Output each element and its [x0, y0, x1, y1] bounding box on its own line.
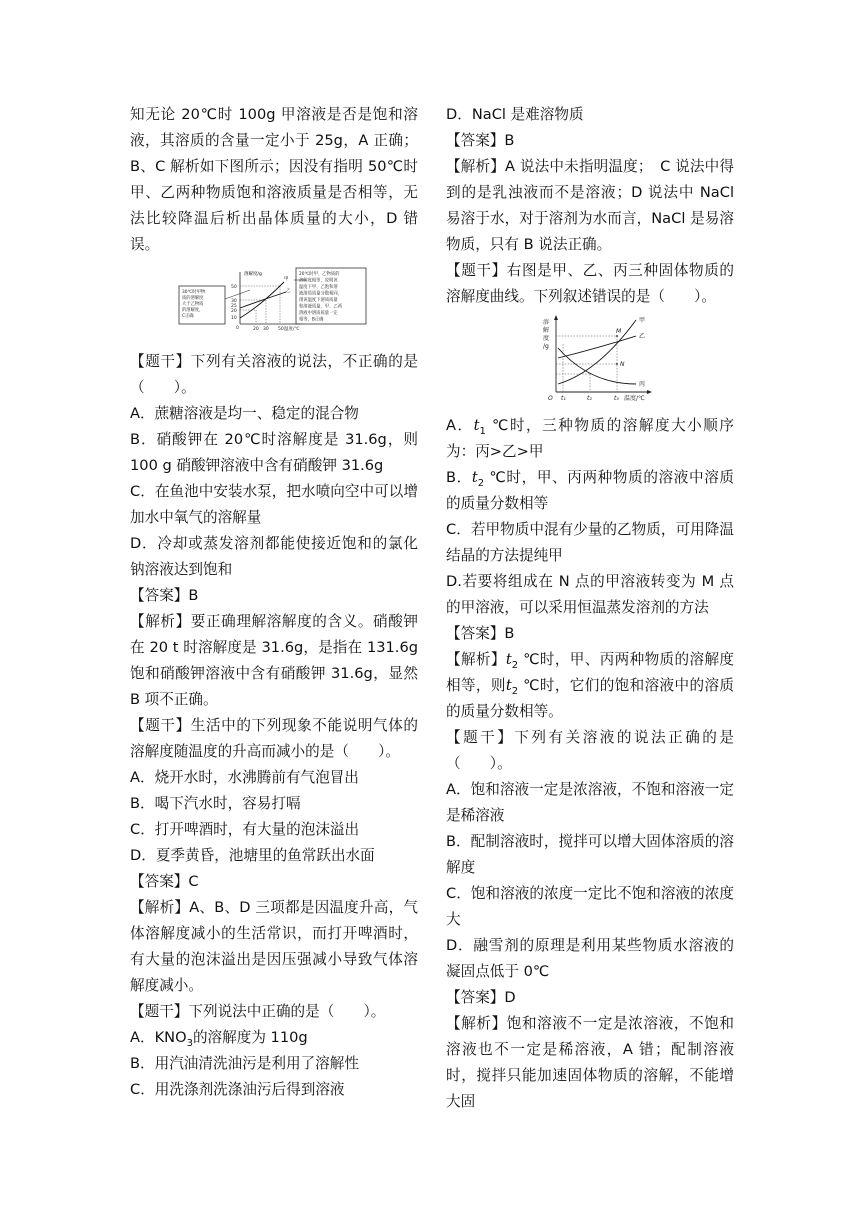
analysis: 【解析】A 说法中未指明温度； C 说法中得到的是乳浊液而不是溶液；D 说法中 NaCl 易溶于水，对于溶剂为水而言，NaCl 是易溶物质，只有 B 说法正确。	[446, 158, 734, 253]
question-stem: 【题干】下列有关溶液的说法正确的是（ ）。	[446, 729, 734, 772]
option-a	[446, 413, 734, 465]
fig2-curve-yi	[558, 336, 636, 358]
option-b: B．喝下汽水时，容易打嗝	[130, 795, 301, 812]
solubility-figure-2	[540, 314, 662, 402]
fig2-point-m	[616, 335, 618, 337]
option-a-prefix: A．	[446, 417, 474, 434]
analysis-suffix: ℃时，它们的饱和溶液中的溶质的质量分数相等。	[446, 677, 734, 720]
fig1-box-right-line: 温度下甲、乙饱和溶	[299, 285, 338, 290]
right-column	[446, 102, 734, 1115]
subscript: 3	[186, 1037, 193, 1049]
fig1-box-left-line: 大于乙物质	[182, 302, 204, 307]
answer: 【答案】B	[130, 587, 199, 604]
fig1-box-right-line: 溶解度相等，说明该	[299, 278, 338, 284]
fig2-xlabel: 温度/℃	[624, 395, 645, 402]
option-d: D．夏季黄昏，池塘里的鱼常跃出水面	[130, 847, 375, 864]
fig1-box-right-line: 20℃时甲、乙物质的	[299, 272, 340, 277]
answer: 【答案】B	[446, 132, 515, 149]
option-a: A．饱和溶液一定是浓溶液，不饱和溶液一定是稀溶液	[446, 781, 734, 824]
question-stem: 【题干】生活中的下列现象不能说明气体的溶解度随温度的升高而减小的是（ ）。	[130, 717, 418, 760]
fig2-ylabel-char: 溶	[543, 319, 550, 326]
variable-t: t	[473, 417, 480, 434]
option-b: B．用汽油清洗油污是利用了溶解性	[130, 1055, 359, 1072]
fig2-curve-jia	[558, 320, 636, 384]
question-stem: 【题干】下列说法中正确的是（ ）。	[130, 1003, 386, 1020]
fig1-xtick: 20	[253, 327, 259, 332]
option-c: C．用洗涤剂洗涤油污后得到溶液	[130, 1081, 345, 1098]
option-d: D．冷却或蒸发溶剂都能使接近饱和的氯化钠溶液达到饱和	[130, 535, 418, 578]
option-b-suffix: ℃时，甲、丙两种物质的溶液中溶质的质量分数相等	[446, 469, 735, 512]
option-a	[130, 1025, 418, 1051]
fig1-box-right-line: 相等，B正确	[299, 317, 324, 323]
fig2-point-label-m: M	[616, 328, 622, 335]
question-stem: 【题干】右图是甲、乙、丙三种固体物质的溶解度曲线。下列叙述错误的是（ ）。	[446, 262, 734, 305]
option-c: C．打开啤酒时，有大量的泡沫溢出	[130, 821, 360, 838]
fig2-ylabel-char: 解	[543, 327, 550, 334]
option-d: D．融雪剂的原理是利用某些物质水溶液的凝固点低于 0℃	[446, 937, 734, 980]
option-a-suffix: ℃时，三种物质的溶解度大小顺序为：丙>乙>甲	[446, 417, 735, 460]
fig2-curve-label-bing: 丙	[639, 381, 646, 388]
fig1-box-right-line: 和溶液质量，甲、乙两	[299, 304, 342, 310]
fig1-ytick: 30	[231, 299, 237, 304]
variable-t: t	[505, 651, 512, 668]
fig1-ytick: 10	[231, 316, 237, 321]
fig2-ylabel-char: /g	[543, 343, 549, 350]
answer: 【答案】B	[446, 625, 515, 642]
fig1-curve-label-yi: 乙	[286, 289, 291, 294]
fig1-box-left-line: 30℃时甲物	[182, 290, 206, 295]
option-c: C．若甲物质中混有少量的乙物质，可用降温结晶的方法提纯甲	[446, 521, 734, 564]
option-b-prefix: B．	[446, 469, 472, 486]
fig1-xlabel: 温度/℃	[284, 327, 300, 332]
option-b: B．配制溶液时，搅拌可以增大固体溶质的溶解度	[446, 833, 734, 876]
subscript: 2	[511, 659, 519, 671]
fig2-xtick: t₁	[561, 395, 566, 402]
fig1-box-left-line: 的溶解度，	[182, 308, 204, 313]
fig1-xtick: 30	[263, 327, 269, 332]
fig2-xtick: t₃	[614, 395, 619, 402]
subscript: 2	[511, 685, 519, 697]
fig1-box-left-line: C正确	[182, 314, 194, 319]
fig2-point-label-n: N	[620, 361, 625, 368]
analysis-prefix: 【解析】	[446, 651, 506, 668]
fig2-point-n	[616, 363, 618, 365]
fig1-box-left-line: 质的溶解度	[182, 296, 204, 301]
fig2-xtick: t₂	[587, 395, 592, 402]
subscript: 2	[477, 477, 485, 489]
analysis-middle: ℃时，甲、丙两种物质的溶解度相等，则	[446, 651, 734, 694]
left-column	[130, 102, 418, 1103]
option-a-prefix: A．KNO	[130, 1029, 187, 1046]
analysis: 【解析】A、B、D 三项都是因温度升高，气体溶解度减小的生活常识，而打开啤酒时，有大量的泡沫溢出是因压强减小导致气体溶解度减小。	[130, 899, 418, 994]
fig1-box-right-line: 削该温度下溶质质量	[299, 298, 338, 303]
option-b: B．硝酸钾在 20℃时溶解度是 31.6g，则 100 g 硝酸钾溶液中含有硝酸钾 31.6g	[130, 431, 418, 474]
option-a: A．蔗糖溶液是均一、稳定的混合物	[130, 405, 359, 422]
option-b	[446, 465, 734, 517]
option-a-suffix: 的溶解度为 110g	[192, 1029, 308, 1046]
answer: 【答案】C	[130, 873, 199, 890]
solubility-figure-1	[178, 266, 368, 332]
fig2-origin: O	[548, 395, 553, 402]
fig1-ytick: 25	[231, 304, 237, 309]
answer: 【答案】D	[446, 989, 516, 1006]
option-c: C．在鱼池中安装水泵，把水喷向空中可以增加水中氧气的溶解量	[130, 483, 418, 526]
variable-t: t	[471, 469, 478, 486]
intro-paragraph: 知无论 20℃时 100g 甲溶液是否是饱和溶液，其溶质的含量一定小于 25g，A 正确；B、C 解析如下图所示；因没有指明 50℃时甲、乙两种物质饱和溶液质量是否相等，无法比较降温后析出晶体质量的大小，D 错误。	[130, 106, 418, 253]
fig1-box-right-line: 溶液中溶质质量一定	[299, 311, 338, 316]
question-stem: 【题干】下列有关溶液的说法，不正确的是（ ）。	[130, 353, 418, 396]
option-c: C．饱和溶液的浓度一定比不饱和溶液的浓度大	[446, 885, 734, 928]
fig2-curve-label-jia: 甲	[639, 317, 646, 324]
fig1-ytick: 20	[231, 309, 237, 314]
fig1-box-right-line: 液溶质质量分数相同，	[299, 291, 342, 297]
subscript: 1	[479, 425, 486, 437]
fig2-ylabel-char: 度	[543, 335, 550, 342]
fig1-curve-label-jia: 甲	[284, 277, 289, 282]
option-a: A．烧开水时，水沸腾前有气泡冒出	[130, 769, 359, 786]
option-d: D.若要将组成在 N 点的甲溶液转变为 M 点的甲溶液，可以采用恒温蒸发溶剂的方法	[446, 573, 734, 616]
variable-t: t	[505, 677, 512, 694]
fig1-xtick: 50	[278, 327, 284, 332]
fig2-curve-label-yi: 乙	[639, 333, 646, 340]
fig1-origin: 0	[236, 326, 239, 331]
analysis	[446, 647, 734, 725]
fig1-ylabel: 溶解度/g	[244, 272, 262, 277]
fig1-ytick: 50	[231, 285, 237, 290]
analysis: 【解析】饱和溶液不一定是浓溶液，不饱和溶液也不一定是稀溶液，A 错；配制溶液时，搅拌只能加速固体物质的溶解，不能增大固	[446, 1015, 734, 1110]
option-d: D．NaCl 是难溶物质	[446, 106, 584, 123]
analysis: 【解析】要正确理解溶解度的含义。硝酸钾在 20 t 时溶解度是 31.6g，是指在 131.6g 饱和硝酸钾溶液中含有硝酸钾 31.6g，显然 B 项不正确。	[130, 613, 418, 708]
